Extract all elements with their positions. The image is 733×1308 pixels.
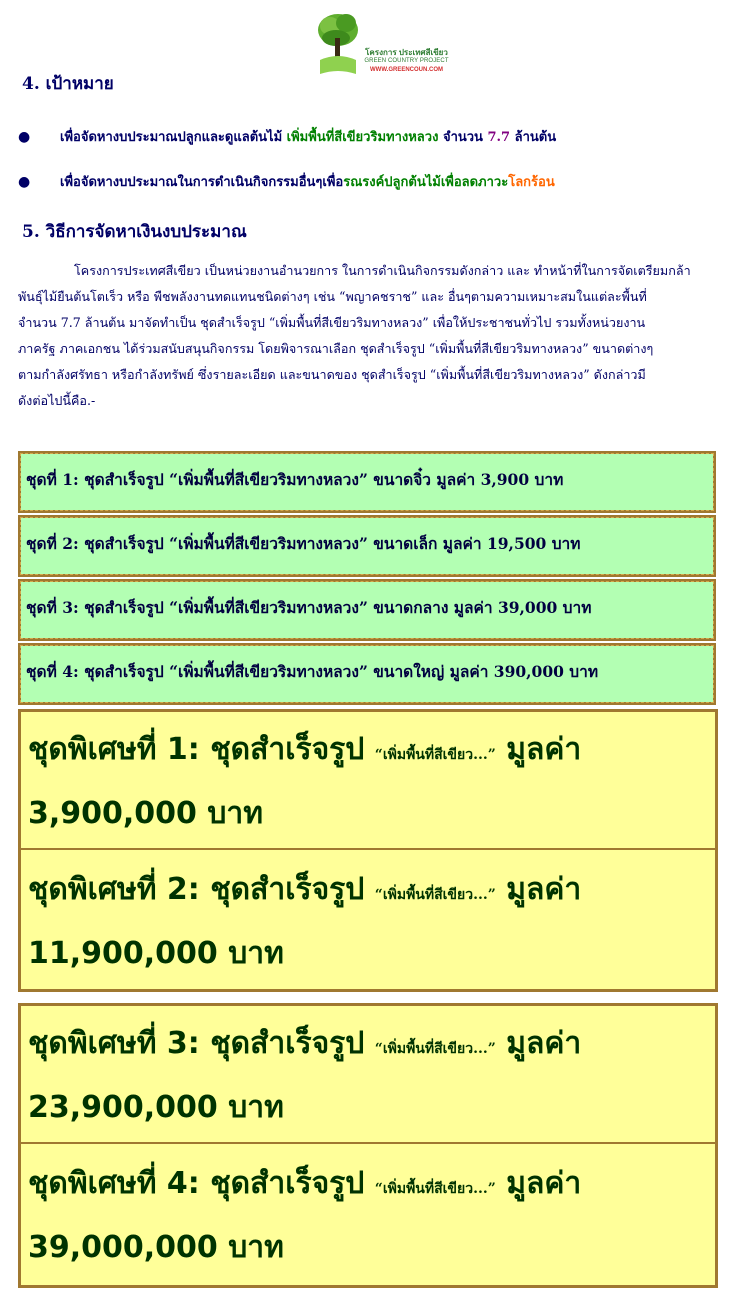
bullet-dot-icon: ●: [18, 129, 31, 145]
special-package-2-label: ชุดพิเศษที่ 2: ชุดสำเร็จรูป: [28, 872, 375, 907]
section-5-title: 5. วิธีการจัดหาเงินงบประมาณ: [22, 222, 247, 242]
goal-1-prefix: เพื่อจัดหางบประมาณปลูกและดูแลต้นไม้: [60, 130, 287, 145]
goal-2-highlight: รณรงค์ปลูกต้นไม้เพื่อลดภาวะ: [343, 175, 509, 190]
paragraph-line: ตามกำลังศรัทธา หรือกำลังทรัพย์ ซึ่งรายละเอียด และขนาดของ ชุดสำเร็จรูป “เพิ่มพื้นที่สีเขียวริมทางหลวง” ดังกล่าวมี: [18, 367, 646, 382]
special-package-4-box: [21, 1146, 715, 1284]
logo-english-name: GREEN COUNTRY PROJECT: [364, 58, 449, 64]
package-4-text: ชุดที่ 4: ชุดสำเร็จรูป “เพิ่มพื้นที่สีเขียวริมทางหลวง” ขนาดใหญ่ มูลค่า 390,000 บาท: [26, 662, 599, 681]
goal-2-suffix: โลกร้อน: [508, 175, 555, 190]
package-2-box: [18, 515, 716, 577]
special-package-4-label: ชุดพิเศษที่ 4: ชุดสำเร็จรูป: [28, 1166, 375, 1201]
special-package-1-value-label: มูลค่า: [495, 732, 582, 767]
paragraph-line: โครงการประเทศสีเขียว เป็นหน่วยงานอำนวยการ ในการดำเนินกิจกรรมดังกล่าว และ ทำหน้าที่ในการจัดเตรียมกล้า: [74, 263, 691, 278]
paragraph-line: ภาครัฐ ภาคเอกชน ได้ร่วมสนับสนุนกิจกรรม โดยพิจารณาเลือก ชุดสำเร็จรูป “เพิ่มพื้นที่สีเขียวริมทางหลวง” ขนาดต่างๆ: [18, 341, 654, 356]
special-package-2-amount: 11,900,000 บาท: [28, 936, 284, 971]
special-package-4-value-label: มูลค่า: [495, 1166, 582, 1201]
special-package-4-title: [28, 1160, 581, 1207]
special-package-1-amount: 3,900,000 บาท: [28, 796, 264, 831]
special-package-group-1: [18, 709, 718, 992]
package-3-text: ชุดที่ 3: ชุดสำเร็จรูป “เพิ่มพื้นที่สีเขียวริมทางหลวง” ขนาดกลาง มูลค่า 39,000 บาท: [26, 598, 592, 617]
goal-1-number: 7.7: [487, 130, 511, 145]
goal-1-highlight: เพิ่มพื้นที่สีเขียวริมทางหลวง: [286, 130, 439, 145]
goal-bullet-1: [18, 126, 718, 147]
special-package-2-title: [28, 866, 581, 913]
special-package-2-value-label: มูลค่า: [495, 872, 582, 907]
logo-website: WWW.GREENCOUN.COM: [370, 67, 443, 73]
special-package-1-title: [28, 726, 581, 773]
package-2-text: ชุดที่ 2: ชุดสำเร็จรูป “เพิ่มพื้นที่สีเขียวริมทางหลวง” ขนาดเล็ก มูลค่า 19,500 บาท: [26, 534, 581, 553]
special-package-4-amount: 39,000,000 บาท: [28, 1230, 284, 1265]
package-4-box: [18, 643, 716, 705]
goal-2-prefix: เพื่อจัดหางบประมาณในการดำเนินกิจกรรมอื่นๆเพื่อ: [60, 175, 344, 190]
bullet-dot-icon: ●: [18, 174, 31, 190]
special-package-1-box: [21, 712, 715, 850]
special-package-3-amount: 23,900,000 บาท: [28, 1090, 284, 1125]
special-package-3-label: ชุดพิเศษที่ 3: ชุดสำเร็จรูป: [28, 1026, 375, 1061]
special-package-1-quote: “เพิ่มพื้นที่สีเขียว...”: [374, 747, 496, 763]
paragraph-line: พันธุ์ไม้ยืนต้นโตเร็ว หรือ พืชพลังงานทดแทนชนิดต่างๆ เช่น “พญาคชราช” และ อื่นๆตามความเหมาะสมในแต่ละพื้นที่: [18, 289, 647, 304]
special-package-3-quote: “เพิ่มพื้นที่สีเขียว...”: [374, 1041, 496, 1057]
special-package-2-quote: “เพิ่มพื้นที่สีเขียว...”: [374, 887, 496, 903]
paragraph-line: จำนวน 7.7 ล้านต้น มาจัดทำเป็น ชุดสำเร็จรูป “เพิ่มพื้นที่สีเขียวริมทางหลวง” เพื่อให้ประชาชนทั่วไป รวมทั้งหน่วยงาน: [18, 315, 646, 330]
package-1-box: [18, 451, 716, 513]
goal-1-suffix: ล้านต้น: [510, 130, 557, 145]
paragraph-line: ดังต่อไปนี้คือ.-: [18, 393, 96, 408]
special-package-3-title: [28, 1020, 581, 1067]
logo-thai-name: โครงการ ประเทศสีเขียว: [365, 48, 448, 57]
special-package-2-box: [21, 852, 715, 990]
special-package-group-2: [18, 1003, 718, 1288]
package-3-box: [18, 579, 716, 641]
goal-1-mid: จำนวน: [438, 130, 488, 145]
special-package-4-quote: “เพิ่มพื้นที่สีเขียว...”: [374, 1181, 496, 1197]
green-country-logo: [316, 8, 456, 80]
section-4-title: 4. เป้าหมาย: [22, 74, 114, 94]
funding-paragraph: [18, 258, 733, 414]
special-package-3-box: [21, 1006, 715, 1144]
special-package-3-value-label: มูลค่า: [495, 1026, 582, 1061]
goal-bullet-2: [18, 171, 718, 192]
package-1-text: ชุดที่ 1: ชุดสำเร็จรูป “เพิ่มพื้นที่สีเขียวริมทางหลวง” ขนาดจิ๋ว มูลค่า 3,900 บาท: [26, 470, 564, 489]
special-package-1-label: ชุดพิเศษที่ 1: ชุดสำเร็จรูป: [28, 732, 375, 767]
